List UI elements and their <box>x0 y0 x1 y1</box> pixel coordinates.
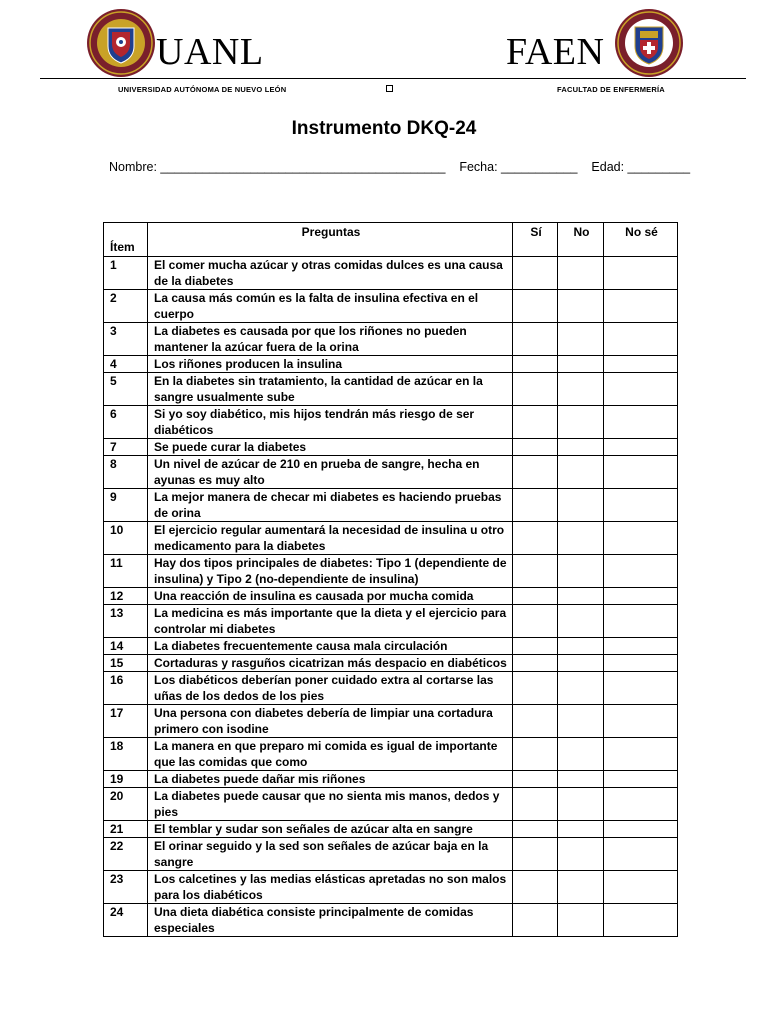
question-text: Cortaduras y rasguños cicatrizan más despacio en diabéticos <box>148 655 513 672</box>
item-number: 4 <box>104 356 148 373</box>
answer-nose-cell[interactable] <box>604 373 678 406</box>
table-row <box>104 290 678 323</box>
answer-si-cell[interactable] <box>513 323 558 356</box>
answer-no-cell[interactable] <box>558 290 604 323</box>
answer-si-cell[interactable] <box>513 821 558 838</box>
item-number: 16 <box>104 672 148 705</box>
table-row <box>104 705 678 738</box>
answer-si-cell[interactable] <box>513 788 558 821</box>
edad-field[interactable]: Edad: _________ <box>591 160 691 174</box>
header-divider <box>40 78 746 79</box>
answer-si-cell[interactable] <box>513 522 558 555</box>
question-text: El temblar y sudar son señales de azúcar alta en sangre <box>148 821 513 838</box>
answer-si-cell[interactable] <box>513 638 558 655</box>
item-number: 13 <box>104 605 148 638</box>
uanl-seal-icon <box>86 8 156 78</box>
question-text: Hay dos tipos principales de diabetes: Tipo 1 (dependiente de insulina) y Tipo 2 (no-dependiente de insulina) <box>148 555 513 588</box>
item-number: 18 <box>104 738 148 771</box>
answer-no-cell[interactable] <box>558 705 604 738</box>
answer-nose-cell[interactable] <box>604 522 678 555</box>
item-number: 3 <box>104 323 148 356</box>
answer-no-cell[interactable] <box>558 257 604 290</box>
item-number: 6 <box>104 406 148 439</box>
question-text: Un nivel de azúcar de 210 en prueba de sangre, hecha en ayunas es muy alto <box>148 456 513 489</box>
uanl-brand: UANL <box>156 31 264 73</box>
answer-si-cell[interactable] <box>513 439 558 456</box>
item-number: 9 <box>104 489 148 522</box>
answer-no-cell[interactable] <box>558 838 604 871</box>
table-row <box>104 838 678 871</box>
answer-no-cell[interactable] <box>558 871 604 904</box>
table-header-row <box>104 223 678 257</box>
table-row <box>104 788 678 821</box>
answer-si-cell[interactable] <box>513 555 558 588</box>
answer-si-cell[interactable] <box>513 705 558 738</box>
nombre-field[interactable]: Nombre: _________________________________________ <box>109 160 446 174</box>
table-row <box>104 672 678 705</box>
item-number: 7 <box>104 439 148 456</box>
answer-no-cell[interactable] <box>558 904 604 937</box>
item-number: 14 <box>104 638 148 655</box>
answer-no-cell[interactable] <box>558 323 604 356</box>
form-fields <box>109 160 690 174</box>
item-number: 5 <box>104 373 148 406</box>
answer-si-cell[interactable] <box>513 588 558 605</box>
answer-nose-cell[interactable] <box>604 439 678 456</box>
answer-si-cell[interactable] <box>513 406 558 439</box>
question-text: La causa más común es la falta de insulina efectiva en el cuerpo <box>148 290 513 323</box>
table-row <box>104 655 678 672</box>
question-text: El orinar seguido y la sed son señales de azúcar baja en la sangre <box>148 838 513 871</box>
faen-brand: FAEN <box>506 31 605 73</box>
answer-nose-cell[interactable] <box>604 904 678 937</box>
answer-nose-cell[interactable] <box>604 257 678 290</box>
table-row <box>104 904 678 937</box>
table-row <box>104 638 678 655</box>
answer-nose-cell[interactable] <box>604 456 678 489</box>
answer-si-cell[interactable] <box>513 738 558 771</box>
answer-no-cell[interactable] <box>558 373 604 406</box>
answer-no-cell[interactable] <box>558 638 604 655</box>
answer-no-cell[interactable] <box>558 771 604 788</box>
fecha-field[interactable]: Fecha: ___________ <box>459 160 578 174</box>
answer-no-cell[interactable] <box>558 588 604 605</box>
answer-no-cell[interactable] <box>558 555 604 588</box>
header-nose: No sé <box>604 223 678 257</box>
question-text: Una dieta diabética consiste principalmente de comidas especiales <box>148 904 513 937</box>
table-row <box>104 522 678 555</box>
answer-no-cell[interactable] <box>558 655 604 672</box>
header-no: No <box>558 223 604 257</box>
header-item: Ítem <box>104 223 148 257</box>
answer-nose-cell[interactable] <box>604 788 678 821</box>
question-text: Una persona con diabetes debería de limpiar una cortadura primero con isodine <box>148 705 513 738</box>
table-row <box>104 605 678 638</box>
answer-si-cell[interactable] <box>513 290 558 323</box>
question-text: La medicina es más importante que la dieta y el ejercicio para controlar mi diabetes <box>148 605 513 638</box>
table-row <box>104 489 678 522</box>
answer-si-cell[interactable] <box>513 655 558 672</box>
item-number: 15 <box>104 655 148 672</box>
table-row <box>104 439 678 456</box>
answer-si-cell[interactable] <box>513 904 558 937</box>
table-row <box>104 588 678 605</box>
question-text: Una reacción de insulina es causada por mucha comida <box>148 588 513 605</box>
answer-no-cell[interactable] <box>558 522 604 555</box>
faen-seal-icon <box>614 8 684 78</box>
question-text: El ejercicio regular aumentará la necesidad de insulina u otro medicamento para la diabetes <box>148 522 513 555</box>
faculty-name: FACULTAD DE ENFERMERÍA <box>557 85 665 94</box>
question-text: La mejor manera de checar mi diabetes es haciendo pruebas de orina <box>148 489 513 522</box>
question-text: Si yo soy diabético, mis hijos tendrán más riesgo de ser diabéticos <box>148 406 513 439</box>
answer-si-cell[interactable] <box>513 672 558 705</box>
table-row <box>104 373 678 406</box>
item-number: 11 <box>104 555 148 588</box>
table-row <box>104 323 678 356</box>
header-si: Sí <box>513 223 558 257</box>
question-text: En la diabetes sin tratamiento, la cantidad de azúcar en la sangre usualmente sube <box>148 373 513 406</box>
question-text: La diabetes es causada por que los riñones no pueden mantener la azúcar fuera de la orina <box>148 323 513 356</box>
item-number: 24 <box>104 904 148 937</box>
answer-nose-cell[interactable] <box>604 290 678 323</box>
item-number: 1 <box>104 257 148 290</box>
question-text: Los riñones producen la insulina <box>148 356 513 373</box>
answer-nose-cell[interactable] <box>604 323 678 356</box>
question-text: La diabetes frecuentemente causa mala circulación <box>148 638 513 655</box>
answer-si-cell[interactable] <box>513 605 558 638</box>
answer-no-cell[interactable] <box>558 456 604 489</box>
answer-no-cell[interactable] <box>558 356 604 373</box>
answer-si-cell[interactable] <box>513 771 558 788</box>
header-question: Preguntas <box>148 223 513 257</box>
answer-nose-cell[interactable] <box>604 655 678 672</box>
answer-no-cell[interactable] <box>558 738 604 771</box>
table-row <box>104 406 678 439</box>
square-bullet-icon <box>386 85 393 92</box>
answer-nose-cell[interactable] <box>604 555 678 588</box>
answer-si-cell[interactable] <box>513 356 558 373</box>
question-text: La manera en que preparo mi comida es igual de importante que las comidas que como <box>148 738 513 771</box>
answer-si-cell[interactable] <box>513 373 558 406</box>
answer-nose-cell[interactable] <box>604 738 678 771</box>
item-number: 12 <box>104 588 148 605</box>
question-text: La diabetes puede causar que no sienta mis manos, dedos y pies <box>148 788 513 821</box>
answer-si-cell[interactable] <box>513 838 558 871</box>
answer-nose-cell[interactable] <box>604 638 678 655</box>
question-text: La diabetes puede dañar mis riñones <box>148 771 513 788</box>
answer-no-cell[interactable] <box>558 672 604 705</box>
item-number: 20 <box>104 788 148 821</box>
answer-si-cell[interactable] <box>513 489 558 522</box>
item-number: 17 <box>104 705 148 738</box>
answer-nose-cell[interactable] <box>604 821 678 838</box>
answer-nose-cell[interactable] <box>604 771 678 788</box>
table-row <box>104 771 678 788</box>
item-number: 10 <box>104 522 148 555</box>
table-row <box>104 871 678 904</box>
table-row <box>104 356 678 373</box>
table-row <box>104 257 678 290</box>
answer-no-cell[interactable] <box>558 439 604 456</box>
answer-si-cell[interactable] <box>513 257 558 290</box>
answer-si-cell[interactable] <box>513 456 558 489</box>
item-number: 23 <box>104 871 148 904</box>
table-row <box>104 738 678 771</box>
answer-nose-cell[interactable] <box>604 605 678 638</box>
item-number: 2 <box>104 290 148 323</box>
question-text: Los diabéticos deberían poner cuidado extra al cortarse las uñas de los dedos de los pies <box>148 672 513 705</box>
answer-nose-cell[interactable] <box>604 588 678 605</box>
table-row <box>104 821 678 838</box>
question-text: Los calcetines y las medias elásticas apretadas no son malos para los diabéticos <box>148 871 513 904</box>
table-row <box>104 555 678 588</box>
answer-no-cell[interactable] <box>558 406 604 439</box>
question-text: El comer mucha azúcar y otras comidas dulces es una causa de la diabetes <box>148 257 513 290</box>
questionnaire-table <box>103 222 678 937</box>
answer-nose-cell[interactable] <box>604 871 678 904</box>
answer-no-cell[interactable] <box>558 821 604 838</box>
answer-nose-cell[interactable] <box>604 356 678 373</box>
answer-no-cell[interactable] <box>558 605 604 638</box>
answer-nose-cell[interactable] <box>604 705 678 738</box>
item-number: 22 <box>104 838 148 871</box>
answer-si-cell[interactable] <box>513 871 558 904</box>
question-text: Se puede curar la diabetes <box>148 439 513 456</box>
page-title: Instrumento DKQ-24 <box>291 118 477 139</box>
answer-nose-cell[interactable] <box>604 672 678 705</box>
university-name: UNIVERSIDAD AUTÓNOMA DE NUEVO LEÓN <box>118 85 287 94</box>
item-number: 21 <box>104 821 148 838</box>
answer-no-cell[interactable] <box>558 489 604 522</box>
answer-nose-cell[interactable] <box>604 489 678 522</box>
answer-nose-cell[interactable] <box>604 406 678 439</box>
item-number: 19 <box>104 771 148 788</box>
table-row <box>104 456 678 489</box>
answer-nose-cell[interactable] <box>604 838 678 871</box>
answer-no-cell[interactable] <box>558 788 604 821</box>
item-number: 8 <box>104 456 148 489</box>
